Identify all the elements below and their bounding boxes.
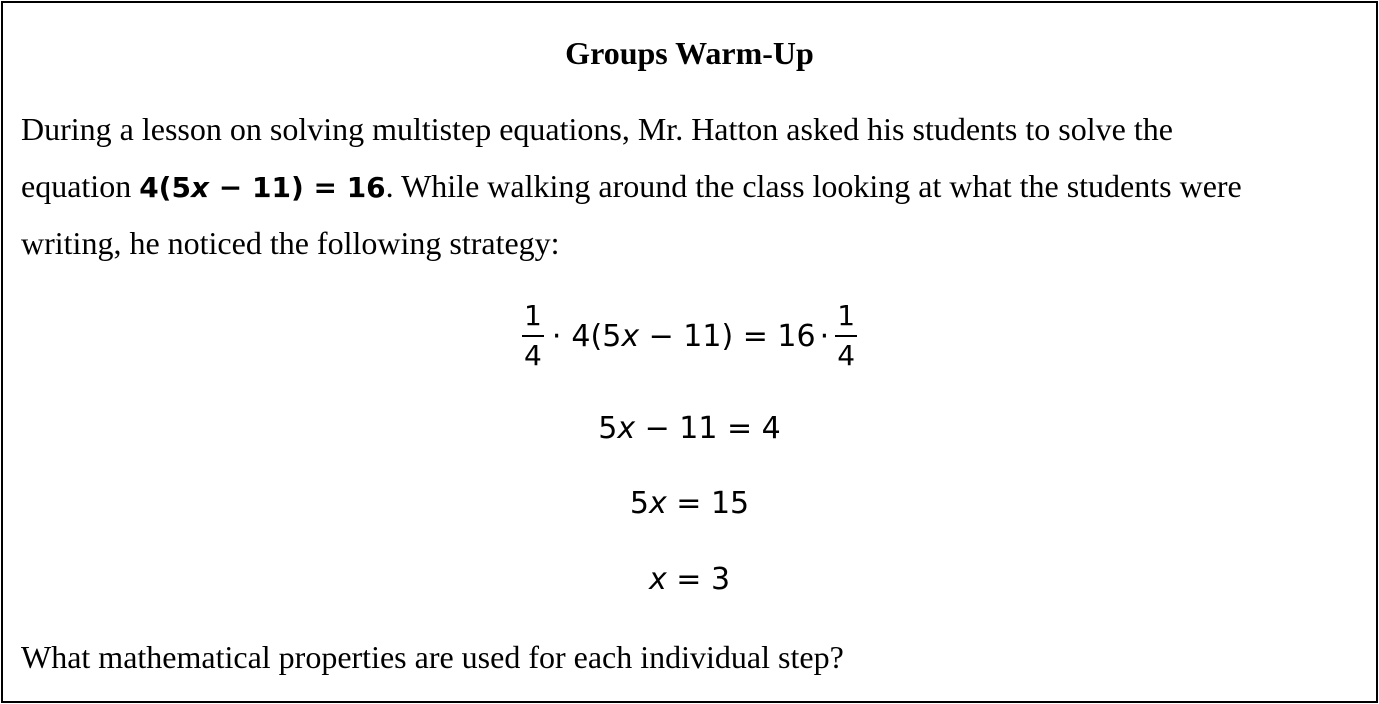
step-3-part-a: 5: [629, 486, 649, 521]
step-4-variable: x: [648, 562, 667, 597]
inline-equation-part-a: 4(5: [139, 171, 191, 204]
inline-equation-variable: x: [190, 171, 210, 204]
strategy-step-2: [3, 409, 1376, 449]
step-3-variable: x: [648, 486, 667, 521]
fraction-left: [522, 300, 544, 372]
worksheet-box: [1, 1, 1378, 703]
step-1-middle: [571, 319, 815, 354]
problem-text-line-1: During a lesson on solving multistep equations, Mr. Hatton asked his students to solve the: [21, 111, 1173, 147]
step-4-part-b: = 3: [666, 562, 731, 597]
step-1-variable: x: [621, 318, 640, 354]
problem-text-line-2-end: . While walking around the class looking at what the students were: [385, 168, 1242, 204]
step-3-part-b: = 15: [666, 486, 750, 521]
inline-equation-part-b: − 11) = 16: [209, 171, 386, 204]
strategy-step-4: [3, 560, 1376, 600]
step-2-variable: x: [617, 411, 636, 446]
fraction-right: [835, 300, 857, 372]
fraction-left-denominator: 4: [523, 339, 542, 372]
strategy-step-1: [3, 291, 1376, 381]
question-text: What mathematical properties are used for each individual step?: [21, 639, 844, 675]
step-1-part-a: 4(5: [571, 318, 622, 354]
problem-text-line-2: [21, 166, 1371, 208]
strategy-step-3: [3, 484, 1376, 524]
fraction-left-numerator: 1: [523, 299, 542, 332]
worksheet-title: Groups Warm-Up: [565, 35, 814, 71]
multiply-dot-left: ·: [551, 318, 562, 354]
problem-text-line-3: writing, he noticed the following strategy:: [21, 225, 560, 261]
fraction-right-bar: [835, 335, 857, 337]
fraction-right-denominator: 4: [837, 339, 856, 372]
multiply-dot-right: ·: [819, 318, 830, 354]
step-1-part-b: − 11) = 16: [639, 318, 816, 354]
fraction-left-bar: [522, 335, 544, 337]
step-2-part-a: 5: [598, 411, 618, 446]
problem-text-line-2-start: equation: [21, 168, 140, 204]
step-2-part-b: − 11 = 4: [635, 411, 781, 446]
fraction-right-numerator: 1: [837, 299, 856, 332]
inline-equation: [139, 171, 385, 204]
